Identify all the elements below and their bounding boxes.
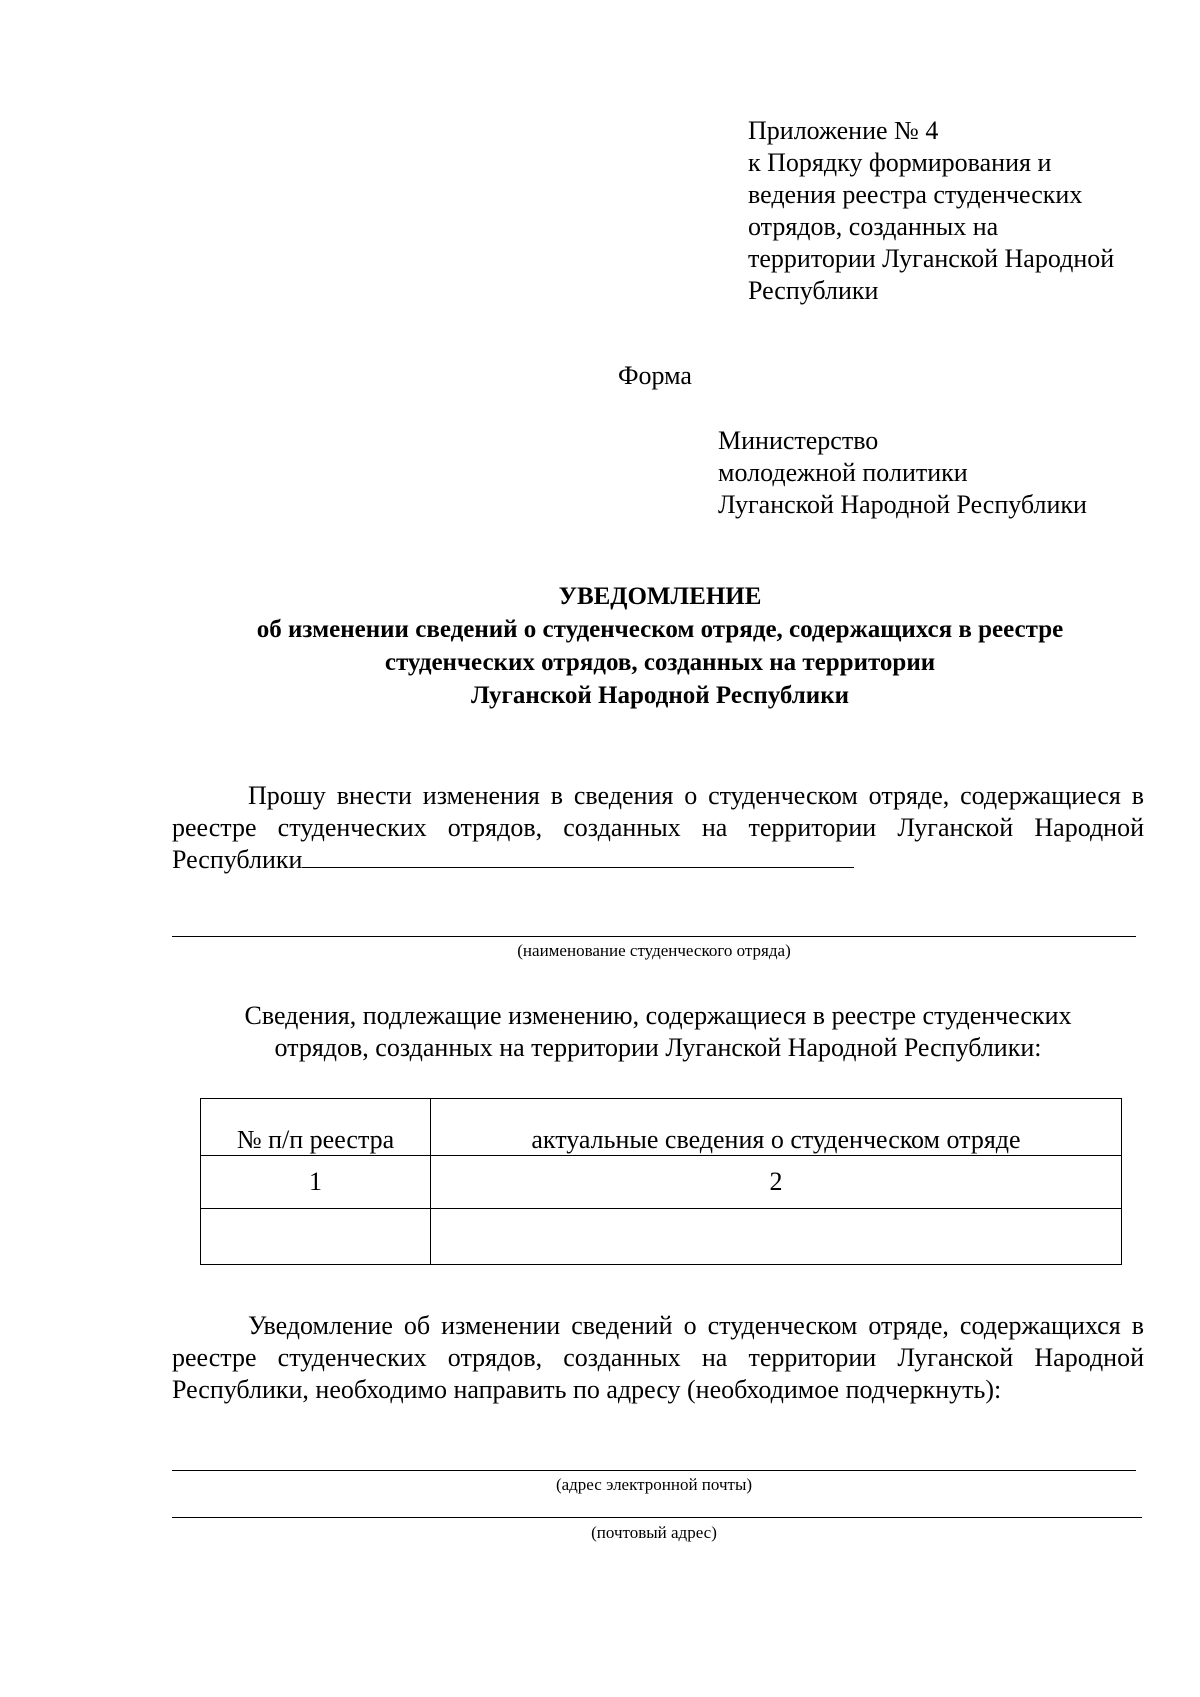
squad-name-caption: (наименование студенческого отряда) <box>517 941 791 960</box>
title-line: об изменении сведений о студенческом отряде, содержащихся в реестре <box>256 616 1064 643</box>
table-column-numbers-row <box>201 1156 1122 1209</box>
email-line[interactable] <box>172 1470 1136 1471</box>
addressee-block <box>718 425 1178 521</box>
column-number: 2 <box>431 1156 1122 1209</box>
table-cell[interactable] <box>431 1209 1122 1265</box>
delivery-text: Уведомление об изменении сведений о студенческом отряде, содержащихся в реестре студенческих отрядов, созданных на территории Луганской Народной Республики, необходимо направить по адресу (необходимое подчеркнуть): <box>172 1311 1144 1404</box>
register-table <box>200 1098 1122 1265</box>
column-number: 1 <box>201 1156 431 1209</box>
title-heading: УВЕДОМЛЕНИЕ <box>558 583 762 610</box>
header-current-info: актуальные сведения о студенческом отряде <box>431 1099 1122 1156</box>
delivery-paragraph <box>172 1310 1144 1406</box>
appendix-line: Приложение № 4 <box>748 116 939 145</box>
title-line: Луганской Народной Республики <box>470 682 850 709</box>
table-header-row <box>201 1099 1122 1156</box>
appendix-line: отрядов, созданных на <box>748 212 999 241</box>
postal-line[interactable] <box>172 1517 1142 1518</box>
document-title <box>170 580 1150 712</box>
email-caption: (адрес электронной почты) <box>555 1475 753 1494</box>
addressee-line: молодежной политики <box>718 458 968 487</box>
squad-name-fill-line[interactable] <box>302 847 854 868</box>
request-paragraph <box>172 780 1144 876</box>
table-row <box>201 1209 1122 1265</box>
addressee-line: Министерство <box>718 426 879 455</box>
changes-intro <box>172 1000 1144 1064</box>
appendix-line: территории Луганской Народной <box>748 244 1115 273</box>
appendix-line: Республики <box>748 276 879 305</box>
postal-caption: (почтовый адрес) <box>591 1523 717 1542</box>
appendix-block <box>748 115 1188 307</box>
form-label: Форма <box>618 361 692 390</box>
appendix-line: ведения реестра студенческих <box>748 180 1083 209</box>
changes-line: Сведения, подлежащие изменению, содержащиеся в реестре студенческих <box>244 1001 1072 1030</box>
title-line: студенческих отрядов, созданных на территории <box>384 649 936 676</box>
changes-line: отрядов, созданных на территории Луганской Народной Республики: <box>274 1033 1042 1062</box>
squad-name-line[interactable] <box>172 936 1136 937</box>
addressee-line: Луганской Народной Республики <box>718 490 1087 519</box>
header-register-number: № п/п реестра <box>201 1099 431 1156</box>
request-text: Прошу внести изменения в сведения о студенческом отряде, содержащиеся в реестре студенческих отрядов, созданных на территории Луганской Народной Республики <box>172 781 1144 874</box>
table-cell[interactable] <box>201 1209 431 1265</box>
appendix-line: к Порядку формирования и <box>748 148 1052 177</box>
